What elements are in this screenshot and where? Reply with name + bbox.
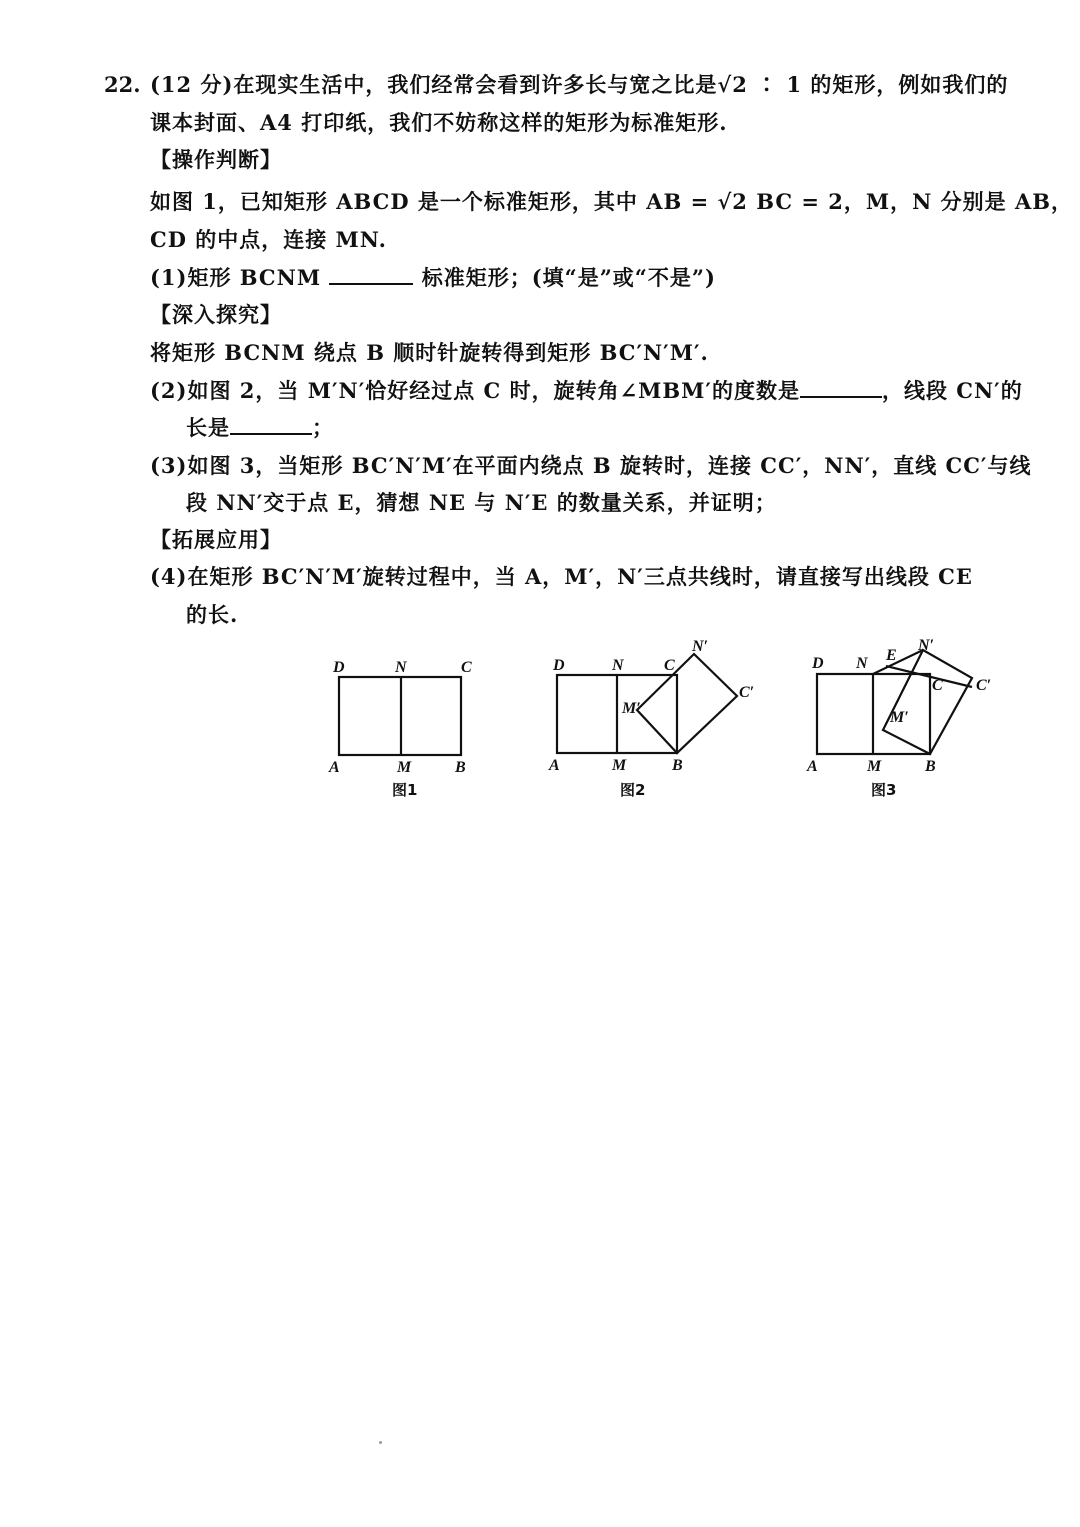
label-N: N — [395, 659, 407, 676]
label-N-prime: N′ — [692, 638, 709, 655]
caption-fig1: 图1 — [392, 781, 418, 799]
caption-fig3: 图3 — [871, 781, 897, 799]
label-C: C — [932, 677, 943, 694]
question-intro-line2: 课本封面、A4 打印纸，我们不妨称这样的矩形为标准矩形. — [150, 110, 728, 135]
label-C-prime: C′ — [739, 684, 755, 701]
part3-line1: (3)如图 3，当矩形 BC′N′M′在平面内绕点 B 旋转时，连接 CC′，NN′，直线 CC′与线 — [150, 453, 1032, 478]
intro-text-b: ∶ 1 的矩形，例如我们的 — [747, 72, 1009, 97]
label-M: M — [612, 757, 627, 774]
label-B: B — [455, 759, 466, 776]
part4-line2: 的长. — [186, 602, 239, 627]
rect-bc-prime-n-prime-m-prime — [883, 650, 972, 754]
label-C: C — [664, 657, 675, 674]
label-D: D — [333, 659, 345, 676]
label-M-prime: M′ — [890, 709, 909, 726]
question-number: 22. — [104, 72, 141, 97]
label-N-prime: N′ — [918, 637, 935, 654]
heading-explore: 【深入探究】 — [150, 302, 282, 327]
label-D: D — [812, 655, 824, 672]
label-C: C — [461, 659, 472, 676]
label-M: M — [397, 759, 412, 776]
label-A: A — [549, 757, 560, 774]
caption-fig2: 图2 — [620, 781, 646, 799]
label-B: B — [925, 758, 936, 775]
rect-bc-prime-n-prime-m-prime — [637, 654, 737, 753]
label-A: A — [329, 759, 340, 776]
intro-text-a: (12 分)在现实生活中，我们经常会看到许多长与宽之比是 — [150, 72, 718, 97]
sqrt2: √2 — [717, 72, 748, 97]
label-D: D — [553, 657, 565, 674]
paper-speck — [379, 1441, 382, 1444]
section2-line1: 将矩形 BCNM 绕点 B 顺时针旋转得到矩形 BC′N′M′. — [150, 340, 709, 365]
part1-text-b: 标准矩形；(填“是”或“不是”) — [421, 265, 716, 290]
part3-line2: 段 NN′交于点 E，猜想 NE 与 N′E 的数量关系，并证明； — [186, 490, 777, 515]
part2-text-b: ，线段 CN′的 — [881, 378, 1023, 403]
label-C-prime: C′ — [976, 677, 992, 694]
part2-text-c: 长是 — [186, 415, 230, 440]
part2-text-d: ； — [312, 415, 334, 440]
label-A: A — [807, 758, 818, 775]
label-E: E — [886, 647, 897, 664]
section1-line2: CD 的中点，连接 MN. — [150, 227, 387, 252]
label-N: N — [612, 657, 624, 674]
figure-1 — [328, 659, 472, 799]
label-B: B — [672, 757, 683, 774]
segment-nn-prime — [873, 650, 923, 674]
part2-text-a: (2)如图 2，当 M′N′恰好经过点 C 时，旋转角∠MBM′的度数是 — [150, 378, 800, 403]
section1-line1: 如图 1，已知矩形 ABCD 是一个标准矩形，其中 AB = √2 BC = 2，M，N 分别是 AB， — [150, 189, 1073, 214]
heading-operation: 【操作判断】 — [150, 147, 282, 172]
figure-3 — [806, 637, 991, 799]
label-N: N — [856, 655, 868, 672]
label-M-prime: M′ — [622, 700, 641, 717]
part1-text-a: (1)矩形 BCNM — [150, 265, 322, 290]
heading-application: 【拓展应用】 — [150, 527, 282, 552]
part4-line1: (4)在矩形 BC′N′M′旋转过程中，当 A，M′，N′三点共线时，请直接写出线段 CE — [150, 564, 973, 589]
figure-2 — [548, 638, 754, 799]
label-M: M — [867, 758, 882, 775]
